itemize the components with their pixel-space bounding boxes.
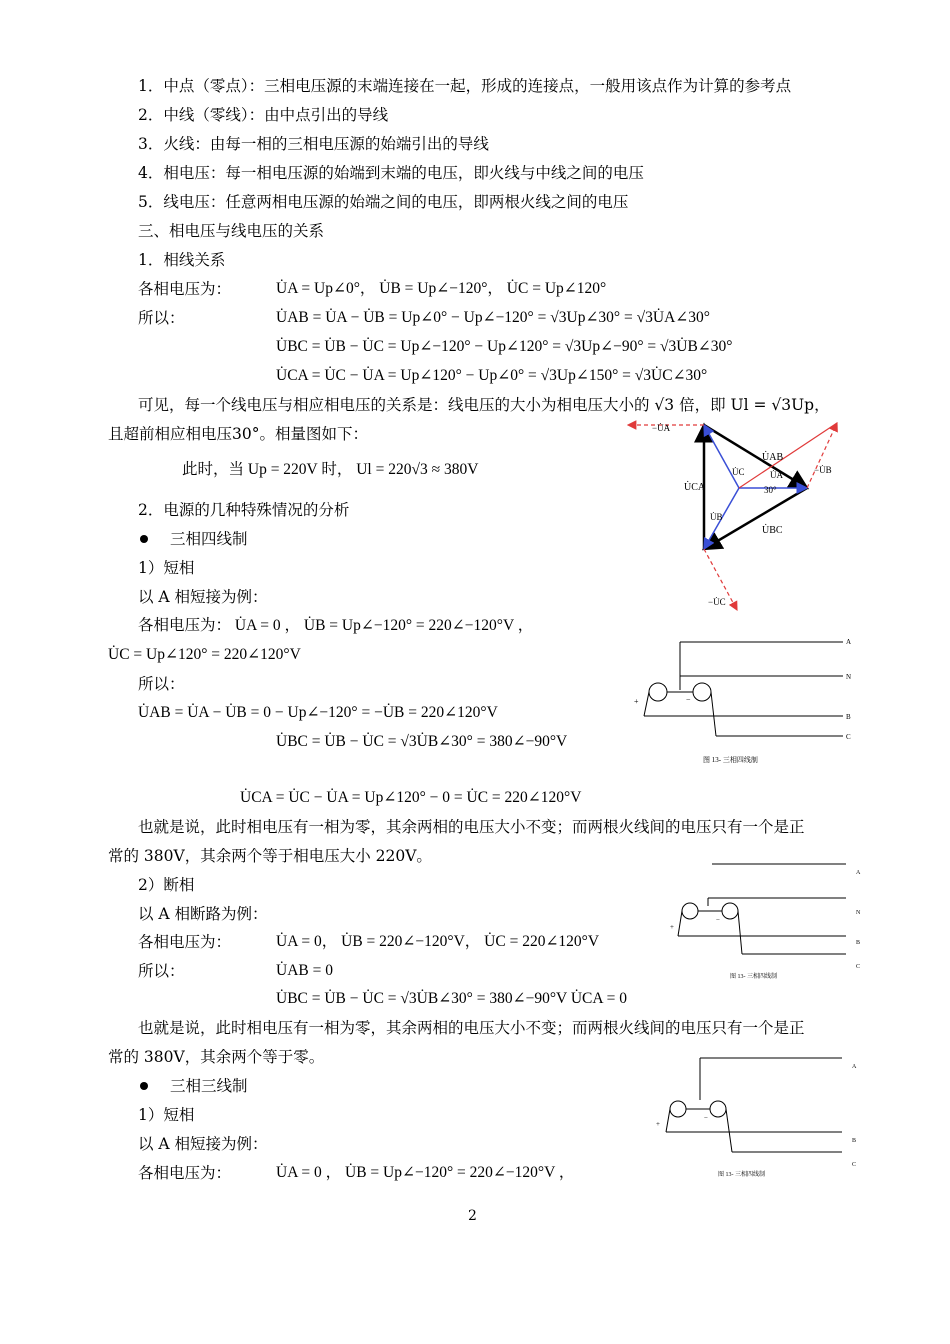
plus-label: + (634, 697, 639, 706)
three-wire-phase-label: 各相电压为： (138, 1164, 232, 1182)
minus-label: − (686, 695, 691, 704)
caption-2: 图 13- 三相四线制 (730, 974, 777, 980)
short-eq-1: 各相电压为： U̇A = 0 ， U̇B = Up∠−120° = 220∠−120°V ， (138, 617, 534, 634)
line-b-label: B (846, 713, 851, 721)
bullet-three-wire: 三相三线制 (170, 1077, 248, 1095)
short-example: 以 A 相短接为例： (138, 588, 268, 606)
line-b-label: B (852, 1138, 857, 1144)
def-1: 1．中点（零点）：三相电压源的末端连接在一起，形成的连接点，一般用该点作为计算的参考点 (138, 77, 792, 95)
neg-ua-label: −U̇A (652, 423, 671, 433)
page-number: 2 (468, 1208, 477, 1224)
phase-label: 各相电压为： (138, 280, 232, 298)
line-c-label: C (846, 733, 851, 741)
visible-line-2: 且超前相应相电压30°。相量图如下： (108, 425, 368, 443)
three-wire-eq-1: U̇A = 0 ， U̇B = Up∠−120° = 220∠−120°V ， (276, 1164, 575, 1181)
open-phase-label: 各相电压为： (138, 933, 232, 951)
circuit-diagram-1 (628, 630, 868, 770)
angle-label: 30° (764, 485, 777, 495)
line-a-label: A (856, 870, 861, 876)
def-2: 2．中线（零线）：由中点引出的导线 (138, 106, 389, 124)
def-5: 5．线电压：任意两相电压源的始端之间的电压，即两根火线之间的电压 (138, 193, 629, 211)
uab-label: U̇AB (762, 452, 784, 463)
subsection-2-title: 2．电源的几种特殊情况的分析 (138, 501, 350, 519)
line-n-label: N (856, 910, 861, 916)
line-c-label: C (852, 1162, 857, 1168)
plus-label: + (670, 923, 674, 931)
neg-ub-label: −U̇B (814, 465, 832, 475)
phasor-diagram (622, 415, 852, 620)
short-title: 1）短相 (138, 559, 195, 577)
eq-bc: U̇BC = U̇B − U̇C = Up∠−120° − Up∠120° = √3Up∠−90° = √3U̇B∠30° (276, 338, 733, 355)
open-eq-1: U̇A = 0， U̇B = 220∠−120°V， U̇C = 220∠120°V (276, 933, 600, 950)
def-3: 3．火线：由每一相的三相电压源的始端引出的导线 (138, 135, 489, 153)
subsection-1-title: 1．相线关系 (138, 251, 226, 269)
open-so-label: 所以： (138, 962, 185, 980)
line-a-label: A (852, 1064, 857, 1070)
circuit-diagram-2 (668, 856, 868, 986)
plus-label: + (656, 1120, 660, 1128)
visible-line-1: 可见，每一个线电压与相应相电压的关系是：线电压的大小为相电压大小的 √3 倍，即 Ul = √3Up， (138, 396, 830, 414)
neg-uc-label: −U̇C (708, 597, 726, 607)
line-n-label: N (846, 673, 852, 681)
bullet-dot (140, 1082, 148, 1090)
line-a-label: A (846, 638, 852, 646)
bullet-dot (140, 535, 148, 543)
eq-ca: U̇CA = U̇C − U̇A = Up∠120° − Up∠0° = √3Up∠150° = √3U̇C∠30° (276, 367, 708, 384)
open-example: 以 A 相断路为例： (138, 905, 268, 923)
open-eq-3: U̇BC = U̇B − U̇C = √3U̇B∠30° = 380∠−90°V U̇CA = 0 (276, 990, 627, 1007)
minus-label: − (716, 916, 720, 924)
so-label: 所以： (138, 309, 185, 327)
circuit-diagram-3 (652, 1052, 862, 1182)
line-c-label: C (856, 964, 861, 970)
short-eq-2: U̇C = Up∠120° = 220∠120°V (108, 646, 301, 663)
short-eq-5: U̇CA = U̇C − U̇A = Up∠120° − 0 = U̇C = 220∠120°V (240, 789, 582, 806)
short-example-2: 以 A 相短接为例： (138, 1135, 268, 1153)
def-4: 4．相电压：每一相电压源的始端到末端的电压，即火线与中线之间的电压 (138, 164, 644, 182)
ua-label: U̇A (770, 470, 783, 480)
short-so-label: 所以： (138, 675, 185, 693)
minus-label: − (704, 1114, 708, 1122)
open-conclusion-1: 也就是说，此时相电压有一相为零，其余两相的电压大小不变；而两根火线间的电压只有一个是正 (138, 1019, 805, 1037)
caption-1: 图 13- 三相四线制 (703, 756, 758, 764)
short-eq-4: U̇BC = U̇B − U̇C = √3U̇B∠30° = 380∠−90°V (276, 733, 568, 750)
section-3-title: 三、相电压与线电压的关系 (138, 222, 325, 240)
bullet-four-wire: 三相四线制 (170, 530, 248, 548)
at-this-time: 此时，当 Up = 220V 时， Ul = 220√3 ≈ 380V (182, 461, 479, 478)
uca-label: U̇CA (684, 482, 706, 493)
short-conclusion-1: 也就是说，此时相电压有一相为零，其余两相的电压大小不变；而两根火线间的电压只有一个是正 (138, 818, 805, 836)
short-eq-3: U̇AB = U̇A − U̇B = 0 − Up∠−120° = −U̇B = 220∠120°V (138, 704, 498, 721)
caption-3: 图 13- 三相四线制 (718, 1172, 765, 1178)
open-eq-2: U̇AB = 0 (276, 962, 333, 979)
uab-phasor (704, 425, 807, 488)
ub-label: U̇B (710, 512, 723, 522)
line-b-label: B (856, 940, 861, 946)
short-title-2: 1）短相 (138, 1106, 195, 1124)
open-title: 2）断相 (138, 876, 195, 894)
uc-label: U̇C (732, 467, 745, 477)
eq-phase: U̇A = Up∠0°， U̇B = Up∠−120°， U̇C = Up∠120° (276, 280, 607, 297)
ubc-label: U̇BC (762, 525, 783, 536)
short-conclusion-2: 常的 380V，其余两个等于相电压大小 220V。 (108, 847, 432, 865)
eq-ab: U̇AB = U̇A − U̇B = Up∠0° − Up∠−120° = √3Up∠30° = √3U̇A∠30° (276, 309, 710, 326)
open-conclusion-2: 常的 380V，其余两个等于零。 (108, 1048, 325, 1066)
